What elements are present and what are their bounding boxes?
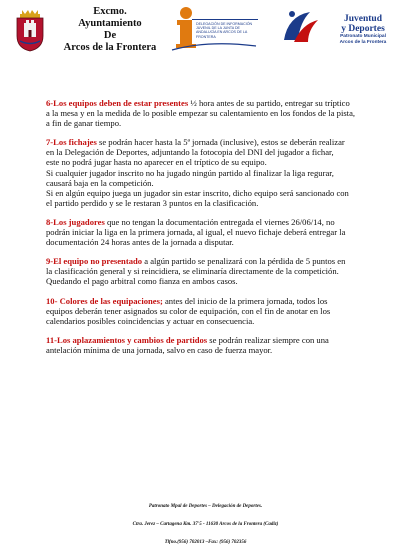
rule-paragraph-6 [46, 98, 378, 128]
info-caption-line: DELEGACIÓN DE INFORMACIÓN [196, 22, 253, 26]
rules-body [46, 98, 378, 364]
paragraph-line [46, 256, 378, 266]
paragraph-line: el partido perdido y se le restaran 3 puntos en la clasificación. [46, 197, 259, 208]
paragraph-line [46, 137, 378, 147]
paragraph-line: a fin de ganar tiempo. [46, 118, 122, 129]
letterhead [0, 0, 411, 60]
youth-sports-name [318, 14, 408, 46]
rule-paragraph-11 [46, 335, 378, 355]
council-line: Arcos de la Frontera [63, 42, 157, 53]
paragraph-text: se podrán hacer hasta la 5ª jornada (inclusive), estos se deberán realizar [96, 137, 345, 148]
paragraph-line [46, 217, 378, 227]
paragraph-line: antelación mínima de una jornada, salvo en caso de fuerza mayor. [46, 344, 273, 355]
rule-heading: 10- Colores de las equipaciones; [46, 295, 163, 306]
paragraph-text: que no tengan la documentación entregada el viernes 26/06/14, no [104, 216, 335, 227]
council-line: Ayuntamiento [78, 18, 142, 29]
rule-heading: 8-Los jugadores [46, 216, 105, 227]
paragraph-line: Quedando el pago arbitral como fianza en ambos casos. [46, 276, 238, 287]
footer-phone-fax: Tlfno.(956) 702013 –Fax: (956) 702356 [164, 540, 247, 545]
footer-address: Ctra. Jerez – Cartagena Km. 37'5 - 11630 Arcos de la Frontera (Cadiz) [132, 522, 279, 527]
youth-information-caption [196, 22, 266, 39]
paragraph-text: se podrán realizar siempre con una [207, 334, 329, 345]
rule-heading: 6-Los equipos deben de estar presentes [46, 98, 189, 108]
council-line: De [103, 30, 117, 41]
rule-heading: 7-Los fichajes [46, 137, 97, 148]
paragraph-line: calendarios posibles coincidencias y actuar en consecuencia. [46, 315, 255, 326]
paragraph-line: documentación 24 horas antes de la jornada a disputar. [46, 237, 234, 248]
paragraph-text: antes del inicio de la primera jornada, todos los [162, 295, 328, 306]
info-caption-line: ANDALUCÍA EN ARCOS DE LA FRONTERA [196, 30, 248, 39]
paragraph-line: Si en algún equipo juega un jugador sin estar inscrito, dicho equipo será sancionado con [46, 187, 349, 198]
rule-heading: 9-El equipo no presentado [46, 256, 143, 267]
youth-title-line: y Deportes [341, 24, 385, 34]
paragraph-line: este no podrá jugar hasta no aparecer en el tríptico de su equipo. [46, 157, 267, 168]
rule-paragraph-7 [46, 137, 378, 208]
council-name [60, 6, 160, 54]
youth-subtitle-line: Arcos de la Frontera [339, 40, 387, 45]
rule-heading: 11-Los aplazamientos y cambios de partidos [46, 334, 208, 345]
paragraph-line [46, 296, 378, 306]
paragraph-text: ½ hora antes de su partido, entregar su tríptico [188, 98, 350, 108]
rule-paragraph-9 [46, 256, 378, 286]
rule-paragraph-10 [46, 296, 378, 326]
paragraph-text: a algún partido se penalizará con la pérdida de 5 puntos en [142, 256, 346, 267]
rule-paragraph-8 [46, 217, 378, 247]
council-line: Excmo. [93, 6, 127, 17]
youth-subtitle-line: Patronato Municipal [340, 34, 386, 39]
paragraph-line: a la mesa y en la medida de lo posible empezar su calentamiento en los fondos de la pista, [46, 108, 356, 119]
footer-organization: Patronato Mpal de Deportes – Delegación de Deportes. [148, 504, 263, 509]
youth-sports-logo-icon [280, 6, 320, 46]
youth-title-line: Juventud [343, 14, 382, 24]
paragraph-line [46, 335, 378, 345]
coat-of-arms-icon [14, 8, 46, 52]
paragraph-line: la clasificación general y si reincidiera, se eliminaría directamente de la competición. [46, 266, 339, 277]
info-caption-line: JUVENIL DE LA JUNTA DE [196, 26, 240, 31]
paragraph-line [46, 98, 378, 108]
paragraph-line: equipos deberán tener asignados su color de equipación, con el fin de anotar en los [46, 305, 331, 316]
paragraph-line: causará baja en la competición. [46, 177, 154, 188]
paragraph-line: podrán iniciar la liga en la primera jornada, al igual, el nuevo fichaje deberá entregar la [46, 227, 346, 238]
paragraph-line: Si cualquier jugador inscrito no ha jugado ningún partido al finalizar la liga regurar, [46, 167, 334, 178]
paragraph-line: en la Delegación de Deportes, adjuntando la fotocopia del DNI del jugador a fichar, [46, 147, 334, 158]
